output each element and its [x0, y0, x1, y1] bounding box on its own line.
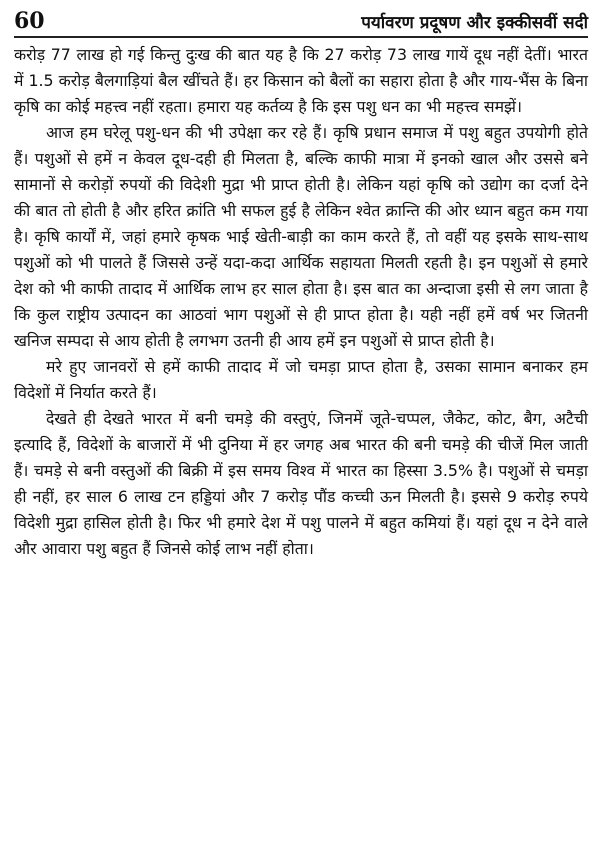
page-header [14, 8, 588, 38]
paragraph-leather-export: मरे हुए जानवरों से हमें काफी तादाद में जो चमड़ा प्राप्त होता है, उसका सामान बनाकर हम विदेशों में निर्यात करते हैं। [14, 357, 588, 402]
paragraph-continuation: करोड़ 77 लाख हो गई किन्तु दुःख की बात यह है कि 27 करोड़ 73 लाख गायें दूध नहीं देतीं। भारत में 1.5 करोड़ बैलगाड़ियां बैल खींचते हैं। हर किसान को बैलों का सहारा होता है और गाय-भैंस के बिना कृषि का कोई महत्त्व नहीं रहता। हमारा यह कर्तव्य है कि इस पशु धन का भी महत्त्व समझें। [14, 45, 588, 116]
running-title: पर्यावरण प्रदूषण और इक्कीसवीं सदी [361, 13, 588, 33]
page-number: 60 [14, 8, 45, 34]
paragraph-livestock-wealth: आज हम घरेलू पशु-धन की भी उपेक्षा कर रहे हैं। कृषि प्रधान समाज में पशु बहुत उपयोगी होते हैं। पशुओं से हमें न केवल दूध-दही ही मिलता है, बल्कि काफी मात्रा में इनको खाल और उससे बने सामानों से करोड़ों रुपयों की विदेशी मुद्रा भी प्राप्त होती है। लेकिन यहां कृषि को उद्योग का दर्जा देने की बात तो होती है और हरित क्रांति भी सफल हुई है लेकिन श्वेत क्रान्ति की ओर ध्यान बहुत कम गया है। कृषि कार्यों में, जहां हमारे कृषक भाई खेती-बाड़ी का काम करते हैं, तो वहीं यह इसके साथ-साथ पशुओं को भी पालते हैं जिससे उन्हें यदा-कदा आर्थिक सहायता मिलती रहती है। इन पशुओं से हमारे देश को भी काफी तादाद में आर्थिक लाभ हर साल होता है। इस बात का अन्दाजा इसी से लग जाता है कि कुल राष्ट्रीय उत्पादन का आठवां भाग पशुओं से ही प्राप्त होता है। यही नहीं हमें वर्ष भर जितनी खनिज सम्पदा से आय होती है लगभग उतनी ही आय हमें इन पशुओं से प्राप्त होती है। [14, 123, 588, 350]
body-text [14, 42, 588, 562]
book-page [14, 8, 588, 562]
paragraph-leather-goods: देखते ही देखते भारत में बनी चमड़े की वस्तुएं, जिनमें जूते-चप्पल, जैकेट, कोट, बैग, अटैची इत्यादि हैं, विदेशों के बाजारों में भी दुनिया में हर जगह अब भारत की बनी चमड़े की चीजें मिल जाती हैं। चमड़े से बनी वस्तुओं की बिक्री में इस समय विश्व में भारत का हिस्सा 3.5% है। पशुओं से चमड़ा ही नहीं, हर साल 6 लाख टन हड्डियां और 7 करोड़ पौंड कच्ची ऊन मिलती है। इससे 9 करोड़ रुपये विदेशी मुद्रा हासिल होती है। फिर भी हमारे देश में पशु पालने में बहुत कमियां हैं। यहां दूध न देने वाले और आवारा पशु बहुत हैं जिनसे कोई लाभ नहीं होता। [14, 409, 588, 558]
